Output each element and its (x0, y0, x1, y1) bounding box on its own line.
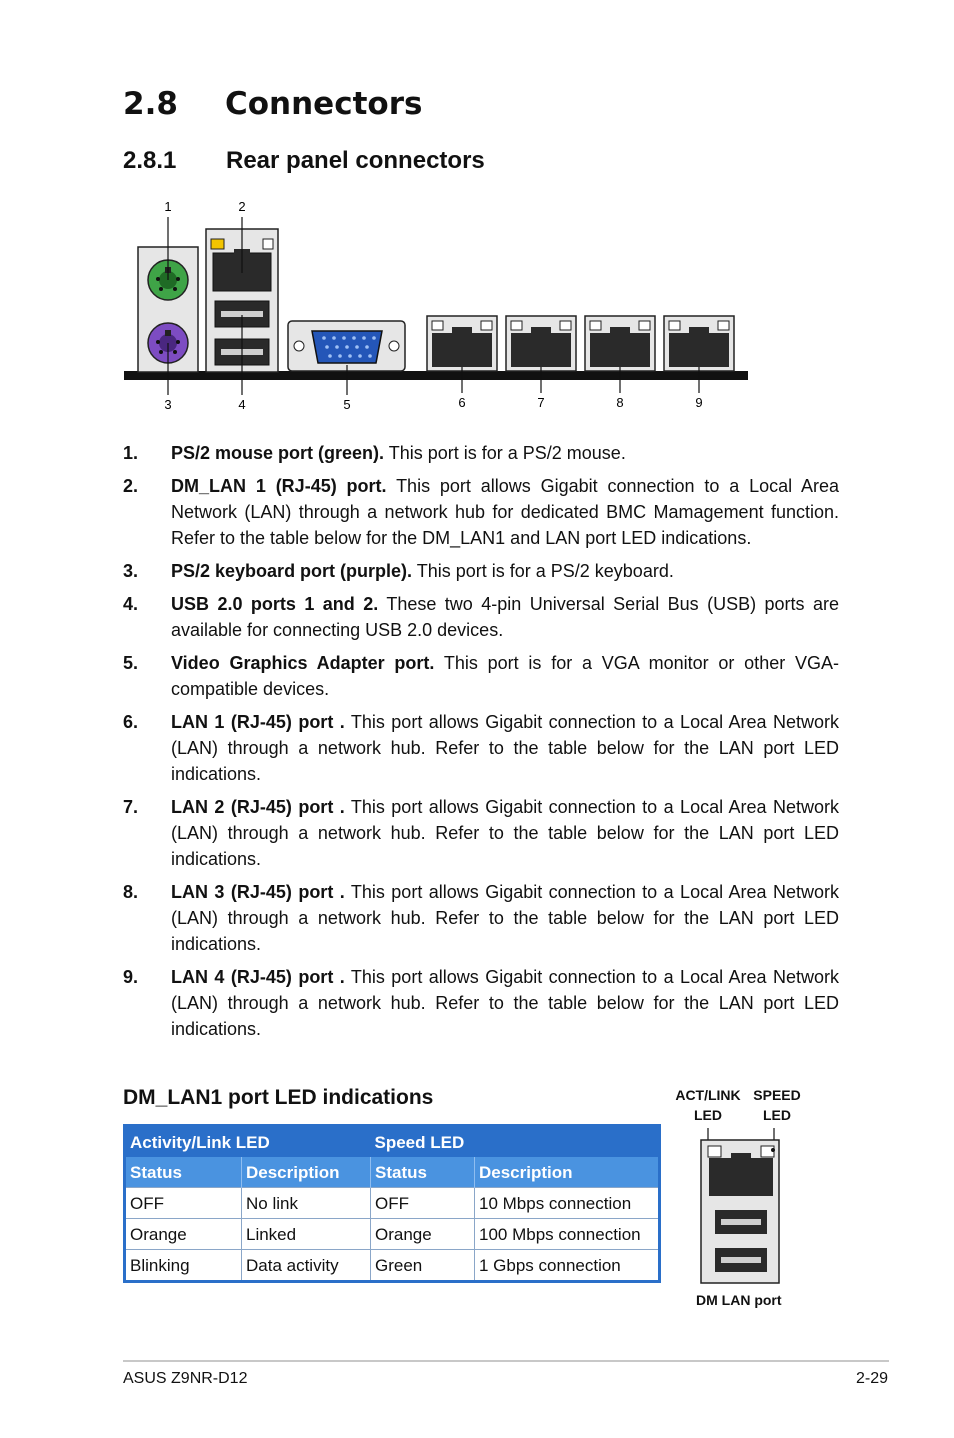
subsection-title: Rear panel connectors (226, 147, 485, 174)
lan-port-2 (506, 316, 576, 371)
act-link-label-line1: ACT/LINK (675, 1087, 741, 1103)
table-row (125, 1250, 660, 1282)
footer-page-number: 2-29 (855, 1370, 888, 1387)
act-link-label-line2: LED (694, 1107, 722, 1123)
item-number: 5. (123, 653, 139, 673)
header-speed: Speed LED (371, 1126, 660, 1158)
speed-label-line2: LED (763, 1107, 791, 1123)
item-title: LAN 2 (RJ-45) port . (171, 797, 345, 817)
callout-1: 1 (164, 199, 172, 214)
speed-label-line1: SPEED (753, 1087, 801, 1103)
section-number: 2.8 (123, 86, 178, 122)
table-cell: No link (242, 1188, 371, 1219)
column-header: Status (371, 1157, 475, 1188)
item-title: LAN 4 (RJ-45) port . (171, 967, 345, 987)
connector-list (123, 440, 839, 1049)
list-item (123, 591, 839, 643)
act-link-led (708, 1146, 721, 1157)
item-number: 3. (123, 561, 139, 581)
item-title: USB 2.0 ports 1 and 2. (171, 594, 379, 614)
list-item (123, 440, 839, 466)
table-cell: 1 Gbps connection (475, 1250, 660, 1282)
column-header: Description (242, 1157, 371, 1188)
column-header: Description (475, 1157, 660, 1188)
list-item (123, 879, 839, 957)
item-title: LAN 1 (RJ-45) port . (171, 712, 345, 732)
item-number: 8. (123, 882, 139, 902)
column-header: Status (125, 1157, 242, 1188)
lan-port-4 (664, 316, 734, 371)
item-text: This port is for a VGA monitor or other VGA-compatible devices. (171, 653, 839, 699)
footer-divider (123, 1360, 889, 1362)
callout-2: 2 (238, 199, 246, 214)
list-item (123, 558, 839, 584)
table-cell: OFF (125, 1188, 242, 1219)
item-text: This port allows Gigabit connection to a Local Area Network (LAN) through a network hub for dedicated BMC Mamagement function. Refer to the table below for the DM_LAN1 and LAN port LED indications. (171, 476, 840, 548)
footer-model: ASUS Z9NR-D12 (123, 1370, 248, 1387)
table-cell: 100 Mbps connection (475, 1219, 660, 1250)
callout-4: 4 (238, 397, 246, 412)
callout-8: 8 (616, 395, 624, 410)
item-number: 6. (123, 712, 139, 732)
table-row (125, 1219, 660, 1250)
table-cell: Orange (371, 1219, 475, 1250)
table-cell: Data activity (242, 1250, 371, 1282)
list-item (123, 964, 839, 1042)
subsection-heading (123, 147, 485, 175)
section-heading (123, 86, 422, 122)
callout-3: 3 (164, 397, 172, 412)
table-cell: Green (371, 1250, 475, 1282)
list-item (123, 473, 839, 551)
item-text: This port allows Gigabit connection to a Local Area Network (LAN) through a network hub. Refer to the table below for the LAN port LED indications. (171, 882, 839, 954)
item-number: 9. (123, 967, 139, 987)
item-title: Video Graphics Adapter port. (171, 653, 435, 673)
callout-7: 7 (537, 395, 545, 410)
led-table (123, 1124, 661, 1283)
table-cell: Orange (125, 1219, 242, 1250)
item-number: 7. (123, 797, 139, 817)
item-text: This port allows Gigabit connection to a Local Area Network (LAN) through a network hub. Refer to the table below for the LAN port LED indications. (171, 967, 839, 1039)
speed-led-label (748, 1085, 806, 1125)
list-item (123, 650, 839, 702)
act-link-led-label (672, 1085, 744, 1125)
dm-lan-port-label: DM LAN port (696, 1292, 782, 1308)
item-title: LAN 3 (RJ-45) port . (171, 882, 345, 902)
item-number: 2. (123, 476, 139, 496)
table-cell: Linked (242, 1219, 371, 1250)
item-text: This port allows Gigabit connection to a Local Area Network (LAN) through a network hub. Refer to the table below for the LAN port LED indications. (171, 712, 839, 784)
table-cell: OFF (371, 1188, 475, 1219)
table-header-group-row (125, 1126, 660, 1158)
section-title: Connectors (225, 86, 423, 122)
item-text: This port is for a PS/2 keyboard. (412, 561, 674, 581)
table-row (125, 1188, 660, 1219)
vga-port (288, 321, 405, 371)
subsection-number: 2.8.1 (123, 147, 177, 174)
rear-panel-diagram (118, 195, 758, 420)
dm-lan-port-diagram (695, 1128, 785, 1288)
item-title: PS/2 keyboard port (purple). (171, 561, 413, 581)
item-number: 4. (123, 594, 139, 614)
led-section-title: DM_LAN1 port LED indications (123, 1086, 434, 1109)
callout-5: 5 (343, 397, 351, 412)
item-title: DM_LAN 1 (RJ-45) port. (171, 476, 387, 496)
header-activity-link: Activity/Link LED (125, 1126, 371, 1158)
item-text: These two 4-pin Universal Serial Bus (USB) ports are available for connecting USB 2.0 devices. (171, 594, 839, 640)
list-item (123, 709, 839, 787)
lan-port-3 (585, 316, 655, 371)
table-cell: 10 Mbps connection (475, 1188, 660, 1219)
item-number: 1. (123, 443, 139, 463)
table-cell: Blinking (125, 1250, 242, 1282)
item-text: This port allows Gigabit connection to a Local Area Network (LAN) through a network hub. Refer to the table below for the LAN port LED indications. (171, 797, 839, 869)
item-title: PS/2 mouse port (green). (171, 443, 385, 463)
table-header-row (125, 1157, 660, 1188)
callout-6: 6 (458, 395, 466, 410)
lan-port-1 (427, 316, 497, 371)
list-item (123, 794, 839, 872)
item-text: This port is for a PS/2 mouse. (384, 443, 626, 463)
callout-9: 9 (695, 395, 703, 410)
